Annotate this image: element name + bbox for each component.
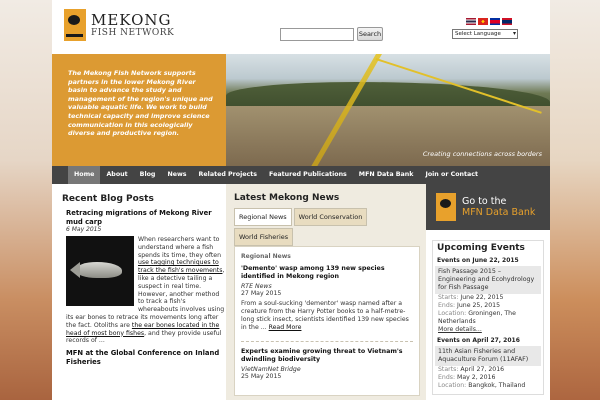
events-heading: Upcoming Events — [437, 243, 525, 253]
event-location — [435, 310, 541, 326]
events-section — [426, 230, 550, 395]
event-2-location — [435, 382, 541, 390]
logo-title: MEKONG — [91, 10, 172, 29]
blog-column — [52, 184, 226, 400]
nav-news[interactable]: News — [167, 171, 187, 178]
event-2-starts-value: April 27, 2016 — [460, 366, 505, 373]
blog-text-2: , like a detective tailing a suspect in real time. However, another method to track a fish's whereabouts involves using its ear bones to retrace its movements long after the fact. Otoliths are — [66, 267, 225, 329]
background-left — [0, 0, 52, 400]
search-button[interactable]: Search — [357, 27, 383, 41]
language-select[interactable]: Select Language ▾ — [452, 29, 518, 39]
event-2-ends-value: May 2, 2016 — [457, 374, 496, 381]
thailand-flag-icon[interactable] — [466, 18, 476, 25]
news-tabs — [234, 208, 420, 246]
data-bank-line2: MFN Data Bank — [462, 207, 536, 218]
event-ends-label: Ends: — [438, 302, 456, 309]
news-subheading: Regional News — [241, 253, 291, 260]
data-bank-line1: Go to the — [462, 196, 507, 207]
data-bank-banner[interactable] — [426, 184, 550, 230]
search-input[interactable] — [280, 28, 354, 41]
event-2-location-value: Bangkok, Thailand — [468, 382, 526, 389]
ear-bones-link[interactable]: the ear bones located in the head of most bony fishes — [66, 321, 220, 337]
event-location-value: Groningen, The Netherlands — [438, 310, 516, 325]
event-2-ends-label: Ends: — [438, 374, 456, 381]
blog-text-1: When researchers want to understand where a fish spends its time, they often — [138, 236, 222, 259]
news-panel — [234, 246, 420, 396]
sidebar-column — [426, 184, 550, 400]
banner-description: The Mekong Fish Network supports partners in the lower Mekong River basin to advance the study and management of the region's unique and valuable aquatic life. We work to build technical capacity and improve science communication in this ecologically diverse and productive region. — [52, 54, 226, 166]
background-right — [550, 0, 600, 400]
laos-flag-icon[interactable] — [502, 18, 512, 25]
event-2-title[interactable]: 11th Asian Fisheries and Aquaculture Forum (11AFAF) — [435, 346, 541, 366]
page-container — [52, 0, 550, 400]
event-title[interactable]: Fish Passage 2015 – Engineering and Ecohydrology for Fish Passage — [435, 266, 541, 294]
news-item-2-date: 25 May 2015 — [241, 373, 282, 380]
event-date-heading: Events on June 22, 2015 — [437, 257, 519, 264]
nav-join-contact[interactable]: Join or Contact — [425, 171, 479, 178]
event-2-starts — [435, 366, 541, 374]
news-item-text: From a soul-sucking 'dementor' wasp named after a creature from the Harry Potter books to a half-metre-long stick insect, scientists identified 139 new species in the ... — [241, 300, 409, 331]
vietnam-flag-icon[interactable] — [478, 18, 488, 25]
fisherman-logo-icon — [64, 9, 86, 41]
cambodia-flag-icon[interactable] — [490, 18, 500, 25]
tagging-link[interactable]: use tagging techniques to track the fish's movements — [138, 259, 223, 275]
news-item-source: RTE News — [241, 283, 272, 291]
nav-data-bank[interactable]: MFN Data Bank — [358, 171, 414, 178]
tab-world-conservation[interactable]: World Conservation — [294, 208, 368, 226]
event-location-label: Location: — [438, 310, 467, 317]
fish-photo[interactable] — [66, 236, 134, 306]
blog-post-title[interactable]: Retracing migrations of Mekong River mud carp — [66, 209, 212, 226]
event-more-details-link[interactable]: More details... — [438, 326, 482, 333]
event-ends-value: June 25, 2015 — [457, 302, 501, 309]
events-box — [432, 240, 544, 395]
main-nav — [52, 166, 550, 184]
event-starts-label: Starts: — [438, 294, 459, 301]
nav-home[interactable]: Home — [68, 166, 100, 184]
language-flags — [466, 18, 512, 25]
site-header — [52, 0, 550, 54]
nav-blog[interactable]: Blog — [139, 171, 156, 178]
banner-photo — [226, 54, 550, 166]
read-more-link[interactable]: Read More — [268, 323, 302, 331]
logo-subtitle: FISH NETWORK — [91, 27, 175, 38]
event-ends — [435, 302, 541, 310]
event-starts — [435, 294, 541, 302]
nav-about[interactable]: About — [106, 171, 128, 178]
blog-post-2-title[interactable]: MFN at the Global Conference on Inland Fisheries — [66, 349, 220, 366]
fisherman-logo-icon — [436, 193, 456, 221]
tab-regional-news[interactable]: Regional News — [234, 208, 292, 226]
event-2-ends — [435, 374, 541, 382]
news-item-title[interactable]: 'Demento' wasp among 139 new species identified in Mekong region — [241, 265, 385, 281]
nav-featured-publications[interactable]: Featured Publications — [269, 171, 347, 178]
news-column — [226, 184, 426, 400]
news-item-date: 27 May 2015 — [241, 290, 282, 298]
site-logo[interactable] — [64, 9, 174, 41]
event-2-location-label: Location: — [438, 382, 467, 389]
news-item-body — [241, 300, 413, 331]
blog-post-body — [66, 236, 226, 345]
event-2-starts-label: Starts: — [438, 366, 459, 373]
tab-world-fisheries[interactable]: World Fisheries — [234, 228, 293, 246]
blog-heading: Recent Blog Posts — [62, 194, 154, 204]
event-starts-value: June 22, 2015 — [460, 294, 504, 301]
blog-text-3: , and they provide useful records of ... — [66, 329, 222, 345]
nav-related-projects[interactable]: Related Projects — [198, 171, 258, 178]
event-2-date-heading: Events on April 27, 2016 — [437, 337, 520, 344]
news-item-2-title[interactable]: Experts examine growing threat to Vietnam's dwindling biodiversity — [241, 347, 403, 363]
news-divider — [241, 341, 413, 342]
news-heading: Latest Mekong News — [234, 193, 340, 203]
banner-caption: Creating connections across borders — [422, 150, 542, 158]
news-item-2-source: VietNamNet Bridge — [241, 366, 301, 373]
blog-post-date: 6 May 2015 — [66, 226, 102, 233]
